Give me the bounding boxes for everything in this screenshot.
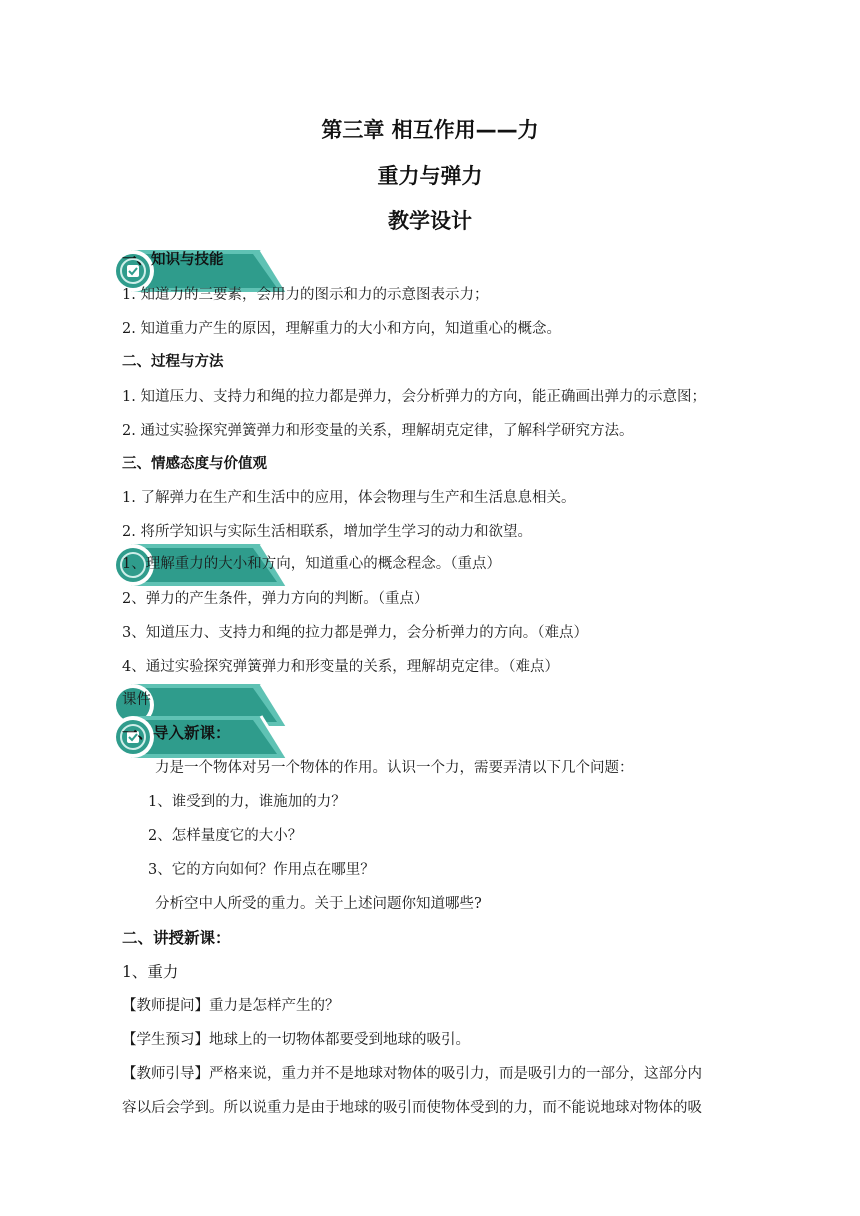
intro-question: 1、谁受到的力，谁施加的力？ (148, 794, 346, 810)
lecture-line (122, 994, 340, 1015)
keypoint-item: 4、通过实验探究弹簧弹力和形变量的关系，理解胡克定律。（难点） (122, 659, 559, 675)
keypoint-item: 1、理解重力的大小和方向，知道重心的概念程念。（重点） (122, 556, 501, 572)
keypoint-item: 2、弹力的产生条件，弹力方向的判断。（重点） (122, 591, 429, 607)
lecture-subheading: 1、重力 (122, 963, 179, 981)
intro-heading: 一、导入新课： (122, 724, 231, 742)
intro-question: 2、怎样量度它的大小？ (148, 828, 303, 844)
lecture-line (122, 1028, 470, 1049)
section1-item: 1. 知道力的三要素，会用力的图示和力的示意图表示力； (122, 287, 489, 303)
intro-question: 3、它的方向如何？作用点在哪里？ (148, 862, 375, 878)
section2-item: 2. 通过实验探究弹簧弹力和形变量的关系，理解胡克定律，了解科学研究方法。 (122, 423, 634, 439)
lecture-line (122, 1062, 702, 1083)
intro-lead: 力是一个物体对另一个物体的作用。认识一个力，需要弄清以下几个问题： (155, 760, 634, 776)
lecture-heading: 二、讲授新课： (122, 929, 231, 947)
section2-heading: 二、过程与方法 (122, 354, 224, 370)
chapter-title: 第三章 相互作用——力 (321, 118, 539, 142)
section3-item: 1. 了解弹力在生产和生活中的应用，体会物理与生产和生活息息相关。 (122, 490, 576, 506)
section1-heading: 一、知识与技能 (122, 252, 224, 268)
section1-item: 2. 知道重力产生的原因，理解重力的大小和方向，知道重心的概念。 (122, 321, 561, 337)
lecture-tag: 【学生预习】 (122, 1032, 209, 1048)
lecture-text: 地球上的一切物体都要受到地球的吸引。 (209, 1032, 470, 1048)
keypoint-item: 3、知道压力、支持力和绳的拉力都是弹力，会分析弹力的方向。（难点） (122, 625, 588, 641)
lecture-tag: 【教师提问】 (122, 998, 209, 1014)
lecture-tag: 【教师引导】 (122, 1066, 209, 1082)
section3-heading: 三、情感态度与价值观 (122, 456, 267, 472)
lecture-text: 严格来说，重力并不是地球对物体的吸引力，而是吸引力的一部分，这部分内 (209, 1066, 702, 1082)
doc-title: 教学设计 (388, 209, 472, 233)
topic-title: 重力与弹力 (377, 164, 483, 188)
prep-text: 课件 (122, 692, 151, 708)
section2-item: 1. 知道压力、支持力和绳的拉力都是弹力，会分析弹力的方向，能正确画出弹力的示意图； (122, 389, 706, 405)
section3-item: 2. 将所学知识与实际生活相联系，增加学生学习的动力和欲望。 (122, 524, 532, 540)
intro-analysis: 分析空中人所受的重力。关于上述问题你知道哪些? (155, 896, 482, 912)
lecture-continuation: 容以后会学到。所以说重力是由于地球的吸引而使物体受到的力，而不能说地球对物体的吸 (122, 1100, 702, 1116)
lecture-text: 重力是怎样产生的？ (209, 998, 340, 1014)
